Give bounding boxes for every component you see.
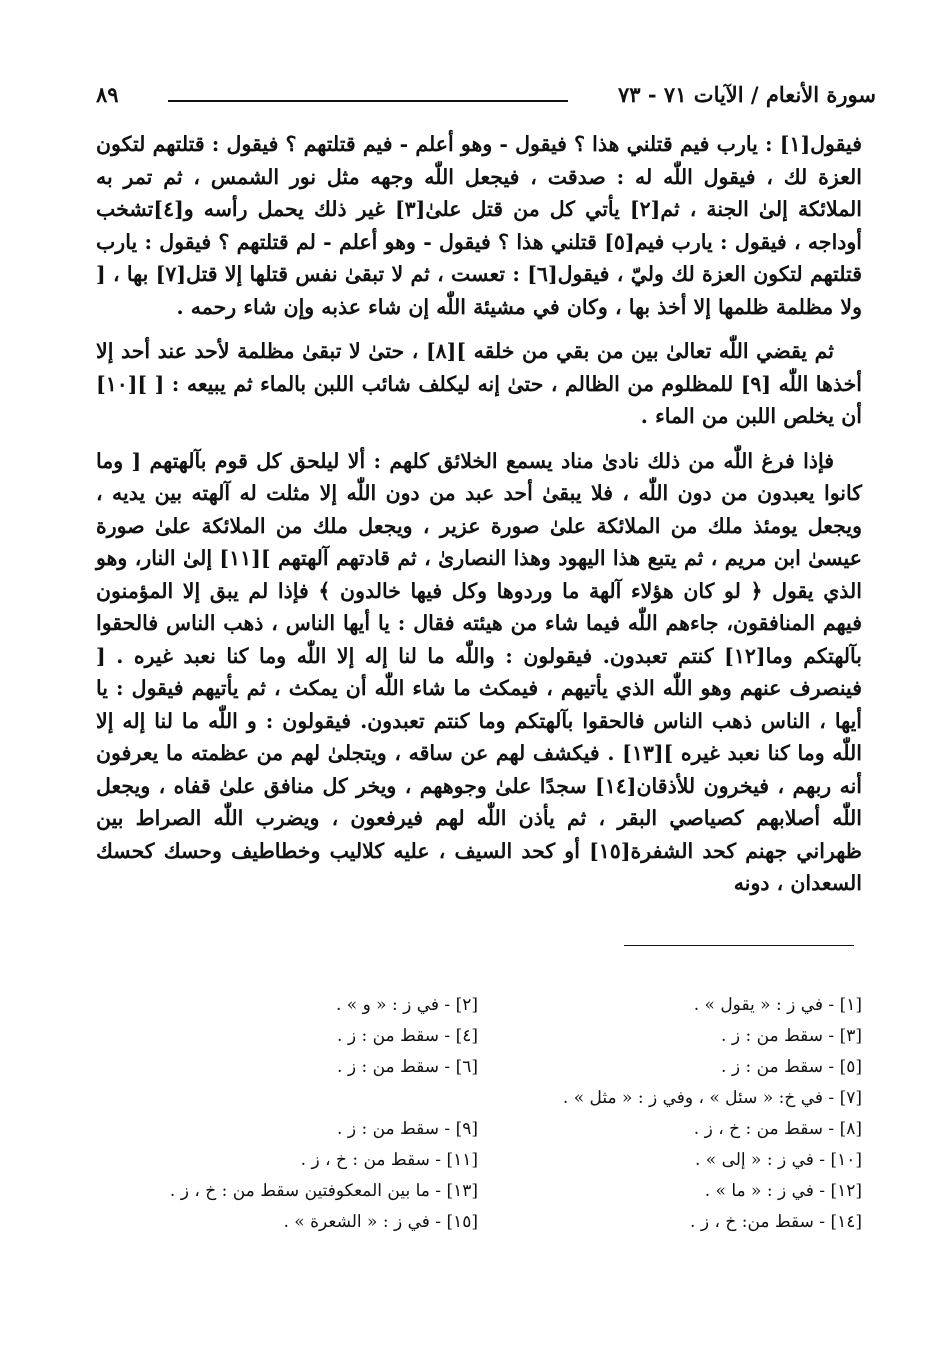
- main-text: [96, 128, 862, 900]
- footnote-7: [٧] - في خ: « سئل » ، وفي ز : « مثل » .: [562, 1088, 862, 1108]
- footnote-11: [١١] - سقط من : خ ، ز .: [300, 1150, 478, 1170]
- footnote-2: [٢] - في ز : « و » .: [335, 995, 478, 1015]
- page-number: ٨٩: [96, 82, 119, 107]
- paragraph-1: فيقول[١] : يارب فيم قتلني هذا ؟ فيقول - وهو أعلم - فيم قتلتهم ؟ فيقول : قتلتهم لتكون العزة لك ، فيقول اللّٰه له : صدقت ، فيجعل اللّٰه وجهه مثل نور الشمس ، ثم تمر به الملائكة إلىٰ الجنة ، ثم[٢] يأتي كل من قتل علىٰ[٣] غير ذلك يحمل رأسه و[٤]تشخب أوداجه ، فيقول : يارب فيم[٥] قتلني هذا ؟ فيقول - وهو أعلم - لم قتلتهم ؟ فيقول : يارب قتلتهم لتكون العزة لك وليّ ، فيقول[٦] : تعست ، ثم لا تبقىٰ نفس قتلها إلا قتل[٧] بها ، [ ولا مظلمة ظلمها إلا أخذ بها ، وكان في مشيئة اللّٰه إن شاء عذبه وإن شاء رحمه .: [96, 132, 863, 319]
- footnote-4: [٤] - سقط من : ز .: [337, 1026, 478, 1046]
- page-header: [96, 82, 876, 118]
- paragraph-2: ثم يقضي اللّٰه تعالىٰ بين من بقي من خلقه ][٨] ، حتىٰ لا تبقىٰ مظلمة لأحد عند أحد إلا أخذها اللّٰه [٩] للمظلوم من الظالم ، حتىٰ إنه ليكلف شائب اللبن بالماء ثم يبيعه : [ ][١٠] أن يخلص اللبن من الماء .: [96, 339, 862, 428]
- footnote-3: [٣] - سقط من : ز .: [721, 1026, 862, 1046]
- footnote-1: [١] - في ز : « يقول » .: [693, 995, 862, 1015]
- footnote-9: [٩] - سقط من : ز .: [337, 1119, 478, 1139]
- footnote-8: [٨] - سقط من : خ ، ز .: [693, 1119, 862, 1139]
- footnote-13: [١٣] - ما بين المعكوفتين سقط من : خ ، ز .: [169, 1181, 478, 1201]
- footnote-14: [١٤] - سقط من: خ ، ز .: [690, 1212, 862, 1232]
- footnote-6: [٦] - سقط من : ز .: [337, 1057, 478, 1077]
- footnote-separator: [624, 945, 854, 946]
- paragraph-3: فإذا فرغ اللّٰه من ذلك نادىٰ مناد يسمع الخلائق كلهم : ألا ليلحق كل قوم بآلهتهم [ وما كانوا يعبدون من دون اللّٰه ، فلا يبقىٰ أحد عبد من دون اللّٰه إلا مثلت له آلهته بين يديه ، ويجعل يومئذ ملك من الملائكة علىٰ صورة عزير ، ويجعل ملك من الملائكة علىٰ صورة عيسىٰ ابن مريم ، ثم يتبع هذا اليهود وهذا النصارىٰ ، ثم قادتهم آلهتهم ][١١] إلىٰ النار، وهو الذي يقول ﴿ لو كان هؤلاء آلهة ما وردوها وكل فيها خالدون ﴾ فإذا لم يبق إلا المؤمنون فيهم المنافقون، جاءهم اللّٰه فيما شاء من هيئته فقال : يا أيها الناس ، ذهب الناس فالحقوا بآلهتكم وما[١٢] كنتم تعبدون. فيقولون : واللّٰه ما لنا إله إلا اللّٰه وما كنا نعبد غيره . [ فينصرف عنهم وهو اللّٰه الذي يأتيهم ، فيمكث ما شاء اللّٰه أن يمكث ، ثم يأتيهم فيقول : يا أيها ، الناس ذهب الناس فالحقوا بآلهتكم وما كنتم تعبدون. فيقولون : و اللّٰه ما لنا إله إلا اللّٰه وما كنا نعبد غيره ][١٣] . فيكشف لهم عن ساقه ، ويتجلىٰ لهم من عظمته ما يعرفون أنه ربهم ، فيخرون للأذقان[١٤] سجدًا علىٰ وجوههم ، ويخر كل منافق علىٰ قفاه ، ويجعل اللّٰه أصلابهم كصياصي البقر ، ثم يأذن اللّٰه لهم فيرفعون ، ويضرب اللّٰه الصراط بين ظهراني جهنم كحد الشفرة[١٥] أو كحد السيف ، عليه كلاليب وخطاطيف وحسك كحسك السعدان ، دونه: [96, 448, 863, 895]
- footnote-12: [١٢] - في ز : « ما » .: [704, 1181, 862, 1201]
- footnotes: [96, 990, 862, 1238]
- header-rule: [168, 100, 568, 102]
- footnote-5: [٥] - سقط من : ز .: [721, 1057, 862, 1077]
- running-title: سورة الأنعام / الآيات ٧١ - ٧٣: [618, 82, 876, 107]
- footnote-10: [١٠] - في ز : « إلى » .: [694, 1150, 862, 1170]
- footnote-15: [١٥] - في ز : « الشعرة » .: [283, 1212, 478, 1232]
